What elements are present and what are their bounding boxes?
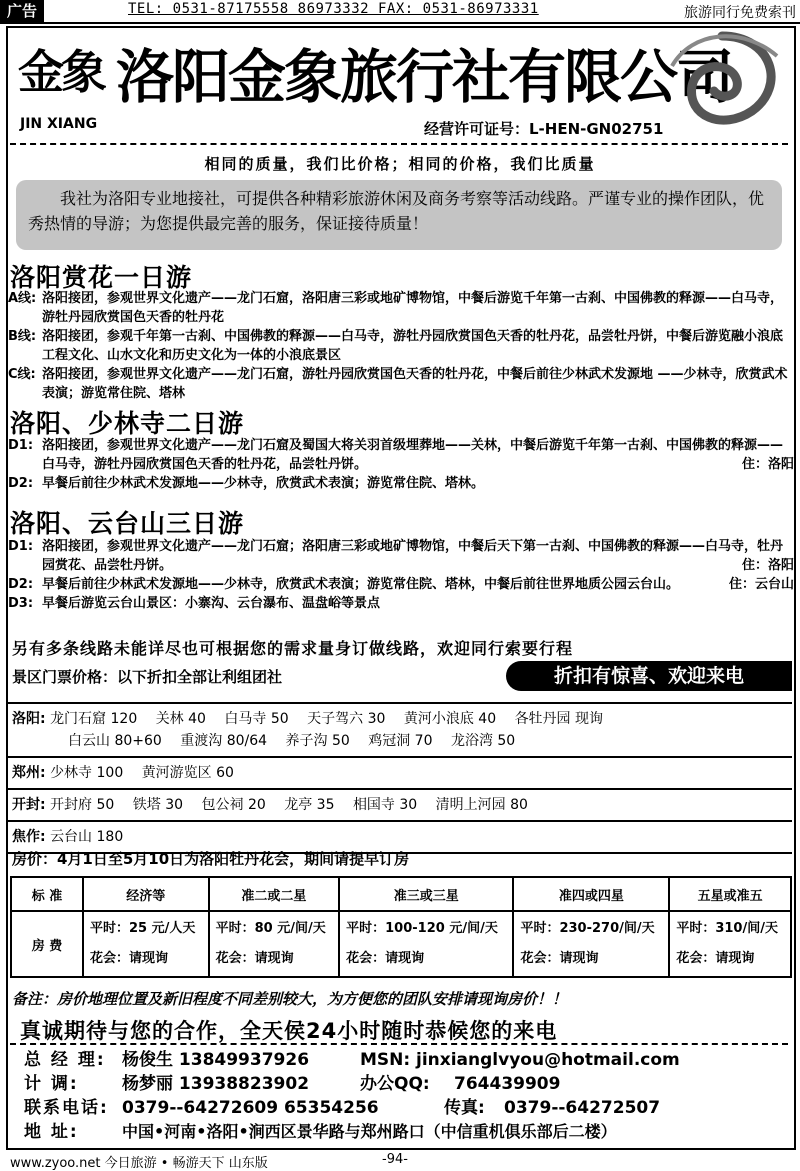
- ticket-price-list: [8, 702, 792, 854]
- normal-rate: 平时：25 元/人天: [90, 921, 196, 936]
- line-text: [42, 436, 794, 474]
- ticket-item: 各牡丹园 现询: [514, 711, 604, 727]
- phone-label: 联系电话:: [24, 1098, 109, 1118]
- free-index-note: 旅游同行免费索刊: [684, 5, 796, 21]
- page-number: -94-: [382, 1152, 408, 1167]
- gm-value: 杨俊生 13849937926: [122, 1050, 310, 1070]
- line-text: [42, 575, 794, 594]
- line-text-main: 洛阳接团，参观世界文化遗产——龙门石窟及蜀国大将关羽首级埋葬地——关林，中餐后游览千年第一古刹、中国佛教的释源——白马寺，游牡丹园欣赏国色天香的牡丹花，品尝牡丹饼。: [42, 438, 784, 472]
- discount-badge: 折扣有惊喜、欢迎来电: [506, 661, 792, 691]
- tour-line: [8, 594, 794, 613]
- license-number: 经营许可证号：L-HEN-GN02751: [424, 120, 664, 138]
- tour-line: [8, 327, 794, 365]
- tour-line: [8, 289, 794, 327]
- company-name: 洛阳金象旅行社有限公司: [116, 43, 733, 111]
- header-divider: [10, 143, 788, 145]
- contact-row-address: [24, 1120, 794, 1144]
- line-text: 早餐后游览云台山景区：小寨沟、云台瀑布、温盘峪等景点: [42, 596, 381, 611]
- festival-rate: 花会：请现询: [90, 951, 169, 966]
- line-text: 早餐后前往少林武术发源地——少林寺，欣赏武术表演；游览常住院、塔林。: [42, 476, 485, 491]
- std-label: 标 准: [11, 877, 83, 911]
- line-label: D1:: [8, 539, 34, 554]
- swirl-decoration-icon: [652, 26, 792, 146]
- level-cell: 准四或四星: [513, 877, 669, 911]
- line-label: B线:: [8, 329, 37, 344]
- msn-value[interactable]: jinxianglvyou@hotmail.com: [416, 1050, 680, 1070]
- tour-line: [8, 436, 794, 474]
- level-cell: 准三或三星: [339, 877, 513, 911]
- slogan: 相同的质量，我们比价格；相同的价格，我们比质量: [204, 155, 596, 173]
- room-rate-table: [10, 876, 792, 978]
- level-cell: 准二或二星: [209, 877, 340, 911]
- qq-label: 办公QQ:: [360, 1074, 430, 1094]
- festival-rate: 花会：请现询: [676, 951, 755, 966]
- normal-rate: 平时：310/间/天: [676, 921, 778, 936]
- address-label: 地 址:: [24, 1122, 79, 1142]
- ticket-item: 龙门石窟 120: [50, 711, 138, 727]
- tour-lines-1: [8, 289, 794, 403]
- tour-lines-2: [8, 436, 794, 493]
- overnight-note: 住：洛阳: [741, 457, 794, 472]
- level-cell: 五星或准五: [669, 877, 791, 911]
- line-text: 洛阳接团，参观世界文化遗产——龙门石窟，洛阳唐三彩或地矿博物馆，中餐后游览千年第一古刹、中国佛教的释源——白马寺，游牡丹园欣赏国色天香的牡丹花: [42, 291, 784, 325]
- custom-route-banner: 另有多条线路未能详尽也可根据您的需求量身订做线路，欢迎同行索要行程: [12, 639, 574, 658]
- line-label: D1:: [8, 438, 34, 453]
- ticket-item: 天子驾六 30: [307, 711, 386, 727]
- rate-cell: [209, 911, 340, 977]
- price-note: 备注：房价地理位置及新旧程度不同差别较大，为方便您的团队安排请现询房价！！: [12, 990, 568, 1008]
- ticket-item: 铁塔 30: [132, 797, 184, 813]
- tour-line: [8, 537, 794, 575]
- ticket-item: 黄河小浪底 40: [403, 711, 497, 727]
- fax-value: 0379--64272507: [504, 1098, 661, 1118]
- ticket-item: 清明上河园 80: [435, 797, 528, 813]
- rate-header-row: [11, 877, 791, 911]
- tour-title-2: 洛阳、少林寺二日游: [10, 409, 245, 438]
- tour-lines-3: [8, 537, 794, 613]
- ticket-item: 包公祠 20: [201, 797, 266, 813]
- contact-row-planner: [24, 1072, 794, 1096]
- line-label: C线:: [8, 367, 36, 382]
- page-footer: [10, 1152, 408, 1171]
- qq-value: 764439909: [454, 1074, 561, 1094]
- ticket-item: 相国寺 30: [352, 797, 418, 813]
- city-label: 开封:: [12, 797, 46, 813]
- logo-mark: 金象: [18, 45, 104, 99]
- ticket-item: 重渡沟 80/64: [180, 733, 268, 749]
- gm-label: 总 经 理:: [24, 1050, 106, 1070]
- normal-rate: 平时：100-120 元/间/天: [346, 921, 498, 936]
- room-label: 房 费: [11, 911, 83, 977]
- overnight-note: 住：云台山: [728, 577, 794, 592]
- level-cell: 经济等: [83, 877, 209, 911]
- tour-title-3: 洛阳、云台山三日游: [10, 509, 245, 538]
- brand-english: JIN XIANG: [20, 116, 98, 132]
- ad-tag: 广告: [0, 0, 44, 22]
- rate-cell: [669, 911, 791, 977]
- line-label: A线:: [8, 291, 37, 306]
- service-divider: [10, 1043, 788, 1045]
- fax-label: 传真:: [444, 1098, 485, 1118]
- ticket-item: 鸡冠洞 70: [368, 733, 433, 749]
- contact-block: [24, 1048, 794, 1144]
- line-text: [42, 537, 794, 575]
- ticket-item: 白马寺 50: [224, 711, 289, 727]
- overnight-note: 住：洛阳: [741, 558, 794, 573]
- magazine-contact-line: TEL: 0531-87175558 86973332 FAX: 0531-86973331: [128, 1, 539, 17]
- city-label: 焦作:: [12, 829, 46, 845]
- festival-rate: 花会：请现询: [215, 951, 294, 966]
- intro-box: 我社为洛阳专业地接社，可提供各种精彩旅游休闲及商务考察等活动线路。严谨专业的操作团队，优秀热情的导游；为您提供最完善的服务，保证接待质量！: [16, 180, 782, 250]
- ticket-row-luoyang: [8, 702, 792, 756]
- tour-line: [8, 474, 794, 493]
- line-text-main: 洛阳接团，参观世界文化遗产——龙门石窟；洛阳唐三彩或地矿博物馆，中餐后天下第一古刹、中国佛教的释源——白马寺，牡丹园赏花、品尝牡丹饼。: [42, 539, 784, 573]
- footer-site[interactable]: www.zyoo.net 今日旅游 • 畅游天下 山东版: [10, 1156, 268, 1171]
- tour-line: [8, 365, 794, 403]
- rate-cell: [83, 911, 209, 977]
- normal-rate: 平时：80 元/间/天: [215, 921, 326, 936]
- phone-value: 0379--64272609 65354256: [122, 1098, 379, 1118]
- ticket-item: 龙浴湾 50: [450, 733, 516, 749]
- city-label: 郑州:: [12, 765, 46, 781]
- line-label: D2:: [8, 476, 34, 491]
- normal-rate: 平时：230-270/间/天: [520, 921, 655, 936]
- tour-line: [8, 575, 794, 594]
- rate-cell: [513, 911, 669, 977]
- ticket-item: 白云山 80+60: [68, 733, 162, 749]
- festival-rate: 花会：请现询: [346, 951, 425, 966]
- msn-label: MSN:: [360, 1050, 411, 1070]
- planner-value: 杨梦丽 13938823902: [122, 1074, 310, 1094]
- line-label: D3:: [8, 596, 34, 611]
- ticket-item: 龙亭 35: [284, 797, 335, 813]
- line-text: 洛阳接团，参观世界文化遗产——龙门石窟，游牡丹园欣赏国色天香的牡丹花，中餐后前往少林武术发源地 ——少林寺，欣赏武术表演；游览常住院、塔林: [42, 367, 788, 401]
- service-slogan: 真诚期待与您的合作，全天侯24小时随时恭候您的来电: [20, 1019, 558, 1043]
- ticket-item: 云台山 180: [50, 829, 124, 845]
- ticket-row-zhengzhou: [8, 756, 792, 788]
- contact-row-gm: [24, 1048, 794, 1072]
- address-value: 中国•河南•洛阳•涧西区景华路与郑州路口（中信重机俱乐部后二楼）: [122, 1122, 617, 1141]
- contact-row-phone: [24, 1096, 794, 1120]
- ticket-heading: 景区门票价格：以下折扣全部让利组团社: [12, 668, 283, 686]
- ticket-item: 少林寺 100: [50, 765, 124, 781]
- ticket-item: 关林 40: [155, 711, 206, 727]
- top-bar: [0, 0, 800, 24]
- rate-price-row: [11, 911, 791, 977]
- rate-cell: [339, 911, 513, 977]
- ticket-item: 养子沟 50: [285, 733, 350, 749]
- ticket-row-kaifeng: [8, 788, 792, 820]
- line-text-main: 早餐后前往少林武术发源地——少林寺，欣赏武术表演；游览常住院、塔林，中餐后前往世界地质公园云台山。: [42, 577, 680, 592]
- room-price-heading: 房价：4月1日至5月10日为洛阳牡丹花会，期间请提早订房: [12, 850, 410, 868]
- line-label: D2:: [8, 577, 34, 592]
- planner-label: 计 调:: [24, 1074, 79, 1094]
- ticket-item: 开封府 50: [50, 797, 115, 813]
- tour-title-1: 洛阳赏花一日游: [10, 263, 193, 292]
- line-text: 洛阳接团，参观千年第一古刹、中国佛教的释源——白马寺，游牡丹园欣赏国色天香的牡丹花，品尝牡丹饼，中餐后游览融小浪底工程文化、山水文化和历史文化为一体的小浪底景区: [42, 329, 784, 363]
- city-label: 洛阳:: [12, 711, 46, 727]
- festival-rate: 花会：请现询: [520, 951, 599, 966]
- ticket-item: 黄河游览区 60: [141, 765, 234, 781]
